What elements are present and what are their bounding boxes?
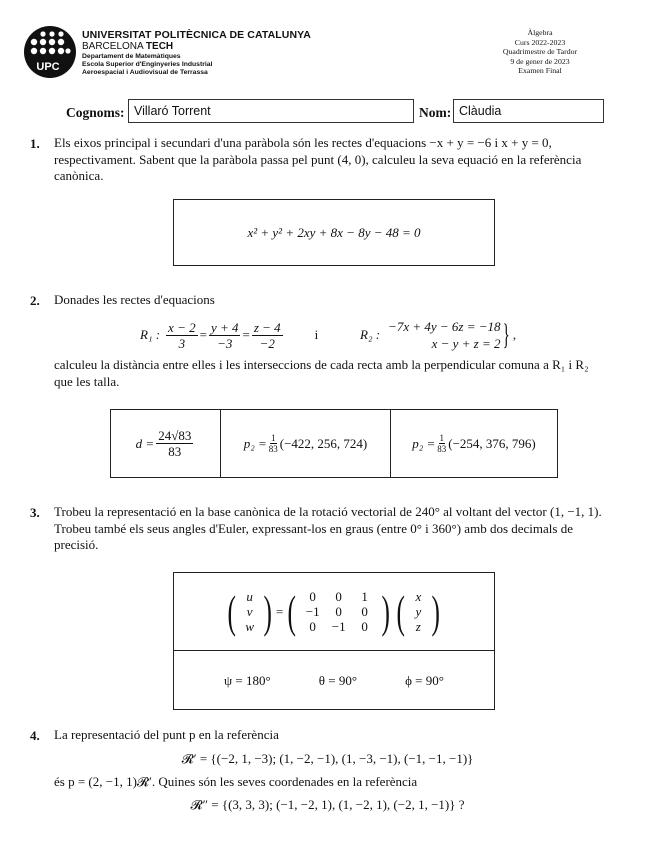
question-4-text-b: és p = (2, −1, 1)𝓡′. Quines són les seves coordenades en la referència bbox=[54, 774, 418, 789]
university-name: UNIVERSITAT POLITÈCNICA DE CATALUNYA bbox=[82, 29, 311, 41]
answer-box-3 bbox=[173, 572, 495, 710]
question-3-text: Trobeu la representació en la base canònica de la rotació vectorial de 240° al voltant del vector (1, −1, 1). Trobeu també els seus angles d'Euler, expressant-los en graus (entre 0° i 360°) amb dos decimals de precisió. bbox=[54, 504, 602, 552]
name-label: Nom: bbox=[419, 105, 452, 120]
answer-box-1 bbox=[173, 199, 495, 266]
upc-logo bbox=[24, 26, 76, 78]
course: Curs 2022-2023 bbox=[514, 37, 566, 47]
exam-date: 9 de gener de 2023 bbox=[510, 56, 570, 66]
psi-angle: ψ = 180° bbox=[224, 672, 271, 688]
theta-angle: θ = 90° bbox=[318, 672, 358, 688]
answer-point-1: p₂ = $\frac{1}{83}$ (−422, 256, 724) bbox=[221, 410, 391, 477]
euler-angles bbox=[174, 651, 494, 710]
question-number: 1. bbox=[30, 136, 40, 151]
department-line: Departament de Matemàtiques bbox=[82, 53, 181, 60]
subject: Àlgebra bbox=[527, 28, 553, 37]
exam-info bbox=[465, 28, 615, 76]
svg-text:UPC: UPC bbox=[36, 61, 60, 73]
answer-point-2: p₂ = $\frac{1}{83}$ (−254, 376, 796) bbox=[412, 433, 536, 454]
reference-r-prime: 𝓡′ = {(−2, 1, −3); (1, −2, −1), (1, −3, −1), (−1, −1, −1)} bbox=[181, 751, 474, 766]
school-line: Aeroespacial i Audiovisual de Terrassa bbox=[82, 69, 208, 76]
surname-field[interactable]: Villaró Torrent bbox=[128, 99, 414, 123]
term: Quadrimestre de Tardor bbox=[502, 47, 578, 57]
question-number: 4. bbox=[30, 728, 40, 743]
phi-angle: ϕ = 90° bbox=[405, 672, 444, 688]
question-4-text-a: La representació del punt p en la referència bbox=[54, 727, 279, 742]
surname-label: Cognoms: bbox=[66, 105, 125, 120]
barcelona-tech: BARCELONA TECH bbox=[82, 41, 174, 52]
reference-r-double-prime: 𝓡″ = {(3, 3, 3); (−1, −2, 1), (1, −2, 1), (−2, 1, −1)} ? bbox=[190, 797, 465, 812]
rotation-matrix-equation: ( u v w ) = ( 0 0 1 −1 0 0 0 −1 0 ) ( x y z ) bbox=[174, 573, 494, 651]
school-line: Escola Superior d'Enginyeries Industrial bbox=[82, 61, 213, 68]
question-number: 2. bbox=[30, 293, 40, 308]
rotation-matrix: 0 0 1 −1 0 0 0 −1 0 bbox=[305, 589, 368, 634]
answer-box-2 bbox=[110, 409, 558, 478]
exam-type: Examen Final bbox=[518, 66, 562, 76]
line-r2: R₂ : −7x + 4y − 6z = −18 x − y + z = 2 } , bbox=[360, 318, 517, 351]
answer-distance: d = $\frac{24√83}{83}$ bbox=[111, 410, 221, 477]
name-field[interactable]: Clàudia bbox=[453, 99, 604, 123]
question-2-text: calculeu la distància entre elles i les interseccions de cada recta amb la perpendicular comuna a R₁ i R₂ que les talla. bbox=[54, 357, 589, 389]
question-2-intro: Donades les rectes d'equacions bbox=[54, 292, 215, 307]
question-1-text: Els eixos principal i secundari d'una paràbola són les rectes d'equacions −x + y = −6 i x + y = 0, respectivament. Sabent que la paràbola passa pel punt (4, 0), calculeu la seva equació en la referència canònica. bbox=[54, 135, 582, 183]
line-r1: R₁ : $\frac{x - 2}{3}$ = $\frac{y + 4}{-3}$ = $\frac{z - 4}{-2}$ i bbox=[140, 319, 319, 351]
question-number: 3. bbox=[30, 505, 40, 520]
answer-equation: x² + y² + 2xy + 8x − 8y − 48 = 0 bbox=[247, 224, 421, 240]
